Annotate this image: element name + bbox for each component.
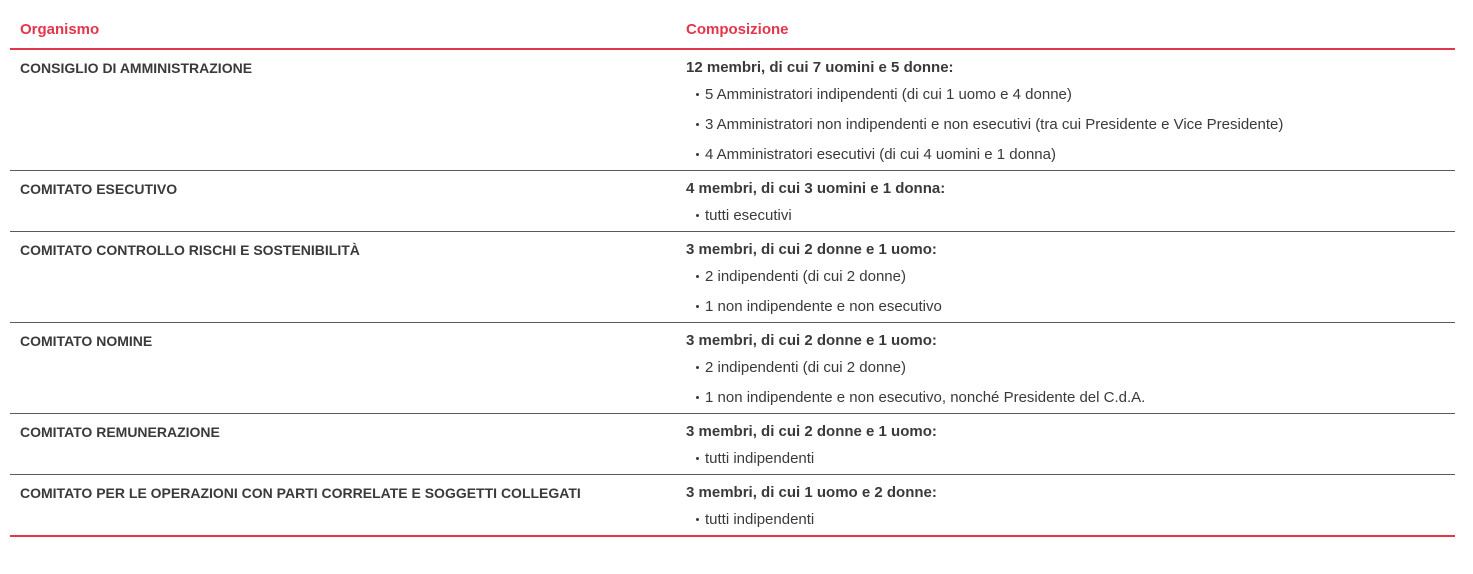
bullet-icon: [696, 153, 699, 156]
list-item: [686, 110, 1455, 140]
composizione-summary: 3 membri, di cui 2 donne e 1 uomo:: [686, 241, 937, 258]
organismo-name: COMITATO PER LE OPERAZIONI CON PARTI CORRELATE E SOGGETTI COLLEGATI: [20, 485, 581, 501]
list-item: [686, 80, 1455, 110]
list-item: [686, 505, 1455, 535]
list-item: [686, 292, 1455, 322]
bullet-icon: [696, 366, 699, 369]
list-item: [686, 383, 1455, 413]
composizione-summary: 4 membri, di cui 3 uomini e 1 donna:: [686, 180, 946, 197]
list-item: [686, 201, 1455, 231]
bullet-icon: [696, 518, 699, 521]
composizione-summary: 3 membri, di cui 1 uomo e 2 donne:: [686, 484, 937, 501]
list-item-text: 5 Amministratori indipendenti (di cui 1 uomo e 4 donne): [705, 86, 1072, 103]
bullet-icon: [696, 305, 699, 308]
composizione-cell: [686, 171, 1455, 231]
list-item-text: 1 non indipendente e non esecutivo: [705, 298, 942, 315]
organismo-name: COMITATO NOMINE: [20, 333, 153, 349]
list-item-text: tutti indipendenti: [705, 511, 815, 528]
list-item: [686, 140, 1455, 170]
composizione-summary: 12 membri, di cui 7 uomini e 5 donne:: [686, 59, 954, 76]
list-item-text: 2 indipendenti (di cui 2 donne): [705, 268, 906, 285]
table-body: [10, 50, 1455, 537]
header-composizione: Composizione: [686, 20, 789, 38]
organismo-name: CONSIGLIO DI AMMINISTRAZIONE: [20, 60, 253, 76]
composizione-cell: [686, 414, 1455, 474]
table-row: [10, 323, 1455, 414]
composizione-cell: [686, 323, 1455, 413]
bullet-icon: [696, 275, 699, 278]
list-item-text: 3 Amministratori non indipendenti e non esecutivi (tra cui Presidente e Vice Presidente): [705, 116, 1284, 133]
list-item-text: 1 non indipendente e non esecutivo, nonché Presidente del C.d.A.: [705, 389, 1146, 406]
table-row: [10, 475, 1455, 537]
list-item: [686, 353, 1455, 383]
composizione-cell: [686, 50, 1455, 170]
composizione-cell: [686, 232, 1455, 322]
composition-table: [10, 10, 1455, 537]
header-organismo: Organismo: [20, 20, 100, 38]
organismo-name: COMITATO CONTROLLO RISCHI E SOSTENIBILITÀ: [20, 242, 360, 258]
list-item-text: tutti esecutivi: [705, 207, 792, 224]
organismo-name: COMITATO REMUNERAZIONE: [20, 424, 220, 440]
table-row: [10, 50, 1455, 171]
composizione-summary: 3 membri, di cui 2 donne e 1 uomo:: [686, 423, 937, 440]
bullet-icon: [696, 123, 699, 126]
list-item: [686, 262, 1455, 292]
bullet-icon: [696, 214, 699, 217]
composizione-cell: [686, 475, 1455, 535]
table-row: [10, 171, 1455, 232]
organismo-name: COMITATO ESECUTIVO: [20, 181, 178, 197]
bullet-icon: [696, 457, 699, 460]
list-item: [686, 444, 1455, 474]
table-header: [10, 10, 1455, 50]
composizione-summary: 3 membri, di cui 2 donne e 1 uomo:: [686, 332, 937, 349]
table-row: [10, 414, 1455, 475]
list-item-text: tutti indipendenti: [705, 450, 815, 467]
list-item-text: 4 Amministratori esecutivi (di cui 4 uomini e 1 donna): [705, 146, 1056, 163]
table-row: [10, 232, 1455, 323]
bullet-icon: [696, 93, 699, 96]
list-item-text: 2 indipendenti (di cui 2 donne): [705, 359, 906, 376]
bullet-icon: [696, 396, 699, 399]
